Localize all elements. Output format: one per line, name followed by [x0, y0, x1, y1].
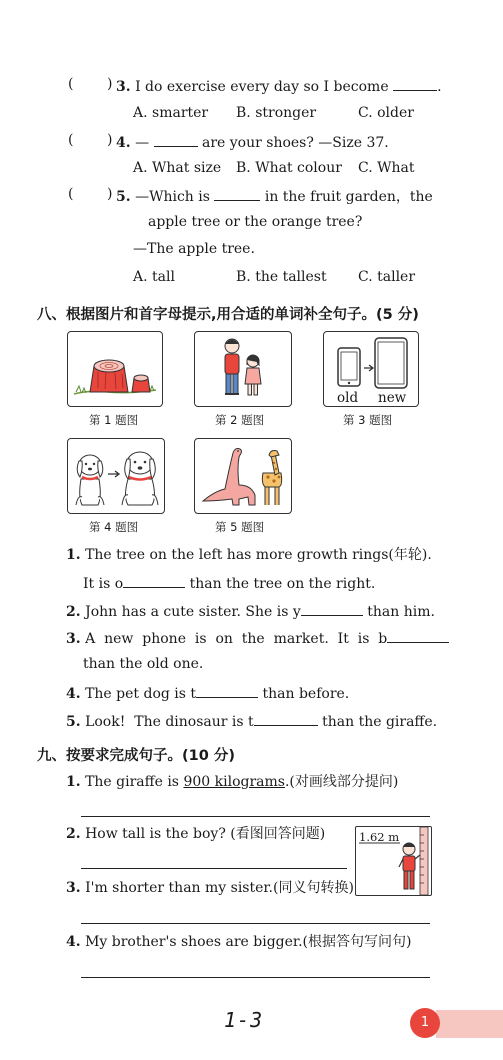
question-number: 3. — [66, 631, 81, 647]
sentence-text: The pet dog is t — [85, 686, 197, 702]
answer-paren-open: ( — [68, 132, 74, 148]
sentence-text: The giraffe is — [85, 774, 184, 790]
phones-icon — [324, 332, 418, 392]
phone-label-old: old — [337, 390, 359, 406]
dogs-icon — [68, 439, 164, 513]
picture-caption-3: 第 3 题图 — [343, 413, 393, 427]
sentence-text: It is o — [83, 576, 124, 592]
question-number: 4. — [66, 686, 81, 702]
fill-sentence-3-line2: than the old one. — [83, 656, 204, 672]
dinosaur-giraffe-icon — [195, 439, 291, 513]
page-number-badge: 1 — [410, 1008, 440, 1038]
picture-caption-5: 第 5 题图 — [215, 520, 265, 534]
question-number: 1. — [66, 774, 81, 790]
answer-line-3[interactable] — [81, 923, 430, 924]
question-number: 4. — [116, 135, 131, 151]
fill-sentence-3 — [66, 628, 449, 648]
answer-blank[interactable] — [393, 76, 437, 91]
fill-sentence-4 — [66, 683, 349, 703]
answer-blank[interactable] — [301, 601, 363, 616]
question-text-cont: in the fruit garden，the — [264, 189, 433, 205]
fill-sentence-5 — [66, 711, 437, 731]
sentence-text: Look! The dinosaur is t — [85, 714, 254, 730]
question-text-line2: apple tree or the orange tree? — [148, 214, 363, 230]
fill-sentence-2 — [66, 601, 435, 621]
rewrite-sentence-2 — [66, 825, 325, 843]
fill-sentence-1 — [66, 546, 432, 564]
underlined-text: 900 kilograms — [183, 774, 285, 790]
question-number: 3. — [66, 880, 81, 896]
sentence-text: The tree on the left has more growth rings(年轮). — [85, 547, 432, 563]
answer-blank[interactable] — [387, 628, 449, 643]
question-text: I do exercise every day so I become — [135, 79, 389, 95]
option-a: A. tall — [133, 269, 175, 285]
sentence-text: A new phone is on the market. It is b — [85, 631, 388, 647]
answer-line-2[interactable] — [81, 868, 347, 869]
question-number: 4. — [66, 934, 81, 950]
answer-paren-open: ( — [68, 186, 74, 202]
answer-blank[interactable] — [214, 186, 260, 201]
question-number: 1. — [66, 547, 81, 563]
option-a: A. What size — [133, 160, 222, 176]
option-c: C. What — [358, 160, 415, 176]
answer-line-1[interactable] — [81, 816, 430, 817]
picture-boy-height — [355, 826, 432, 896]
sentence-text: I'm shorter than my sister.(同义句转换) — [85, 880, 354, 896]
rewrite-sentence-1 — [66, 773, 398, 791]
answer-blank[interactable] — [196, 683, 258, 698]
sentence-text: than the giraffe. — [322, 714, 438, 730]
phone-label-new: new — [378, 390, 407, 406]
question-text: —Which is — [135, 189, 210, 205]
rewrite-sentence-4 — [66, 933, 411, 951]
picture-caption-4: 第 4 题图 — [89, 520, 139, 534]
question-number: 3. — [116, 79, 131, 95]
question-text: are your shoes? —Size 37. — [201, 135, 389, 151]
picture-tree-stumps — [67, 331, 163, 407]
picture-dogs — [67, 438, 165, 514]
answer-paren-open: ( — [68, 76, 74, 92]
picture-dinosaur-giraffe — [194, 438, 292, 514]
fill-sentence-1-line2 — [83, 573, 375, 593]
sentence-text: How tall is the boy? (看图回答问题) — [85, 826, 326, 842]
sentence-text: than him. — [367, 604, 435, 620]
option-a: A. smarter — [133, 105, 209, 121]
option-c: C. older — [358, 105, 414, 121]
section-9-heading: 九、按要求完成句子。(10 分) — [37, 748, 235, 764]
picture-caption-2: 第 2 题图 — [215, 413, 265, 427]
answer-blank[interactable] — [123, 573, 185, 588]
picture-caption-1: 第 1 题图 — [89, 413, 139, 427]
question-number: 2. — [66, 604, 81, 620]
question-text-end: . — [437, 79, 442, 95]
sentence-text: than the tree on the right. — [189, 576, 376, 592]
question-number: 5. — [66, 714, 81, 730]
answer-paren-close: ) — [107, 186, 113, 202]
answer-blank[interactable] — [154, 132, 198, 147]
sentence-text: than before. — [262, 686, 350, 702]
handwritten-note: 1-3 — [224, 1008, 264, 1032]
option-b: B. the tallest — [236, 269, 327, 285]
option-c: C. taller — [358, 269, 416, 285]
picture-boy-and-girl — [194, 331, 292, 407]
answer-blank[interactable] — [254, 711, 318, 726]
answer-line-4[interactable] — [81, 977, 430, 978]
option-b: B. stronger — [236, 105, 317, 121]
tree-stumps-icon — [68, 332, 162, 406]
boy-measuring-icon — [356, 827, 431, 895]
sentence-text: My brother's shoes are bigger.(根据答句写问句) — [85, 934, 412, 950]
question-answer-line: —The apple tree. — [133, 241, 255, 257]
section-8-heading: 八、根据图片和首字母提示,用合适的单词补全句子。(5 分) — [37, 307, 419, 323]
boy-and-girl-icon — [195, 332, 291, 406]
page-tab — [436, 1010, 503, 1038]
rewrite-sentence-3 — [66, 879, 354, 897]
picture-old-new-phones — [323, 331, 419, 407]
question-number: 5. — [116, 189, 131, 205]
sentence-text: John has a cute sister. She is y — [85, 604, 301, 620]
dash: — — [135, 135, 150, 151]
sentence-instruction: .(对画线部分提问) — [284, 774, 399, 790]
answer-paren-close: ) — [107, 132, 113, 148]
question-number: 2. — [66, 826, 81, 842]
option-b: B. What colour — [236, 160, 342, 176]
answer-paren-close: ) — [107, 76, 113, 92]
height-label: 1.62 m — [359, 830, 400, 844]
